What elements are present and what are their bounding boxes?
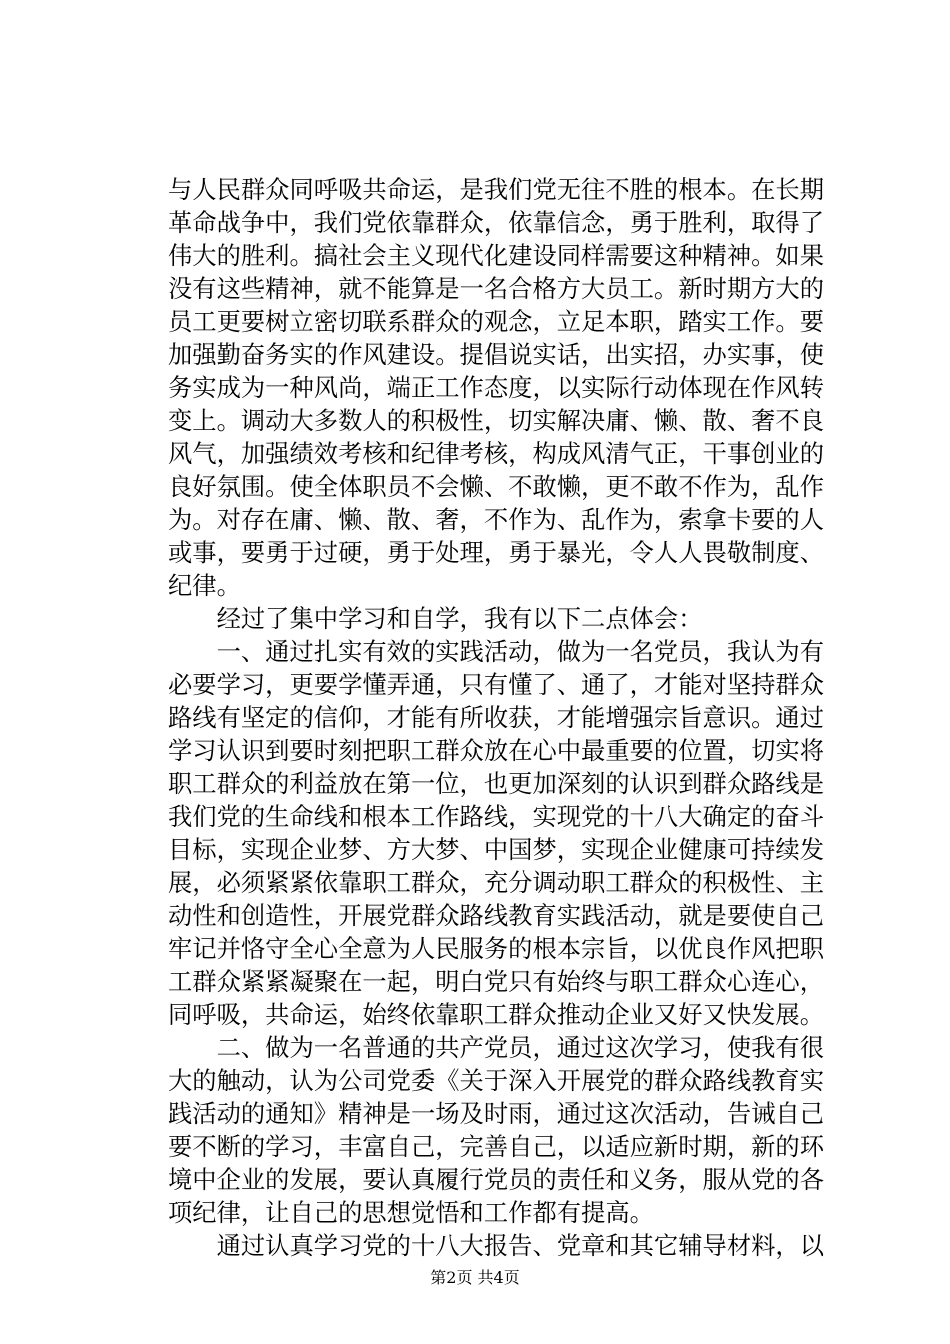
body-text-line: 同呼吸，共命运，始终依靠职工群众推动企业又好又快发展。 xyxy=(168,1000,825,1029)
body-text-line: 伟大的胜利。搞社会主义现代化建设同样需要这种精神。如果 xyxy=(168,241,825,270)
body-text-line: 学习认识到要时刻把职工群众放在心中最重要的位置，切实将 xyxy=(168,736,825,765)
body-text-line: 或事，要勇于过硬，勇于处理，勇于暴光，令人人畏敬制度、 xyxy=(168,538,825,567)
body-text-line: 通过认真学习党的十八大报告、党章和其它辅导材料，以 xyxy=(168,1231,825,1260)
body-text-line: 加强勤奋务实的作风建设。提倡说实话，出实招，办实事，使 xyxy=(168,340,825,369)
body-text-line: 员工更要树立密切联系群众的观念，立足本职，踏实工作。要 xyxy=(168,307,825,336)
body-text-line: 要不断的学习，丰富自己，完善自己，以适应新时期，新的环 xyxy=(168,1132,825,1161)
body-text-line: 为。对存在庸、懒、散、奢，不作为、乱作为，索拿卡要的人 xyxy=(168,505,825,534)
body-text-line: 工群众紧紧凝聚在一起，明白党只有始终与职工群众心连心， xyxy=(168,967,825,996)
body-text-line: 经过了集中学习和自学，我有以下二点体会： xyxy=(168,604,703,633)
body-text-line: 路线有坚定的信仰，才能有所收获，才能增强宗旨意识。通过 xyxy=(168,703,825,732)
body-text-line: 一、通过扎实有效的实践活动，做为一名党员，我认为有 xyxy=(168,637,825,666)
body-text-line: 境中企业的发展，要认真履行党员的责任和义务，服从党的各 xyxy=(168,1165,825,1194)
body-text-line: 动性和创造性，开展党群众路线教育实践活动，就是要使自己 xyxy=(168,901,825,930)
body-text-line: 牢记并恪守全心全意为人民服务的根本宗旨，以优良作风把职 xyxy=(168,934,825,963)
body-text-line: 良好氛围。使全体职员不会懒、不敢懒，更不敢不作为，乱作 xyxy=(168,472,825,501)
body-text-line: 我们党的生命线和根本工作路线，实现党的十八大确定的奋斗 xyxy=(168,802,825,831)
body-text-line: 二、做为一名普通的共产党员，通过这次学习，使我有很 xyxy=(168,1033,825,1062)
body-text-line: 务实成为一种风尚，端正工作态度，以实际行动体现在作风转 xyxy=(168,373,825,402)
body-text-line: 风气，加强绩效考核和纪律考核，构成风清气正，干事创业的 xyxy=(168,439,825,468)
body-text-line: 纪律。 xyxy=(168,571,241,600)
body-text-line: 革命战争中，我们党依靠群众，依靠信念，勇于胜利，取得了 xyxy=(168,208,825,237)
body-text-line: 项纪律，让自己的思想觉悟和工作都有提高。 xyxy=(168,1198,654,1227)
body-text-line: 大的触动，认为公司党委《关于深入开展党的群众路线教育实 xyxy=(168,1066,825,1095)
body-text-line: 展，必须紧紧依靠职工群众，充分调动职工群众的积极性、主 xyxy=(168,868,825,897)
body-text-line: 没有这些精神，就不能算是一名合格方大员工。新时期方大的 xyxy=(168,274,825,303)
page-footer xyxy=(0,1268,950,1288)
body-text-line: 职工群众的利益放在第一位，也更加深刻的认识到群众路线是 xyxy=(168,769,825,798)
document-body xyxy=(168,173,828,1262)
body-text-line: 践活动的通知》精神是一场及时雨，通过这次活动，告诫自己 xyxy=(168,1099,825,1128)
body-text-line: 目标，实现企业梦、方大梦、中国梦，实现企业健康可持续发 xyxy=(168,835,825,864)
page-number-label: 第2页 共4页 xyxy=(430,1268,520,1287)
body-text-line: 变上。调动大多数人的积极性，切实解决庸、懒、散、奢不良 xyxy=(168,406,825,435)
body-text-line: 与人民群众同呼吸共命运，是我们党无往不胜的根本。在长期 xyxy=(168,175,825,204)
body-text-line: 必要学习，更要学懂弄通，只有懂了、通了，才能对坚持群众 xyxy=(168,670,825,699)
